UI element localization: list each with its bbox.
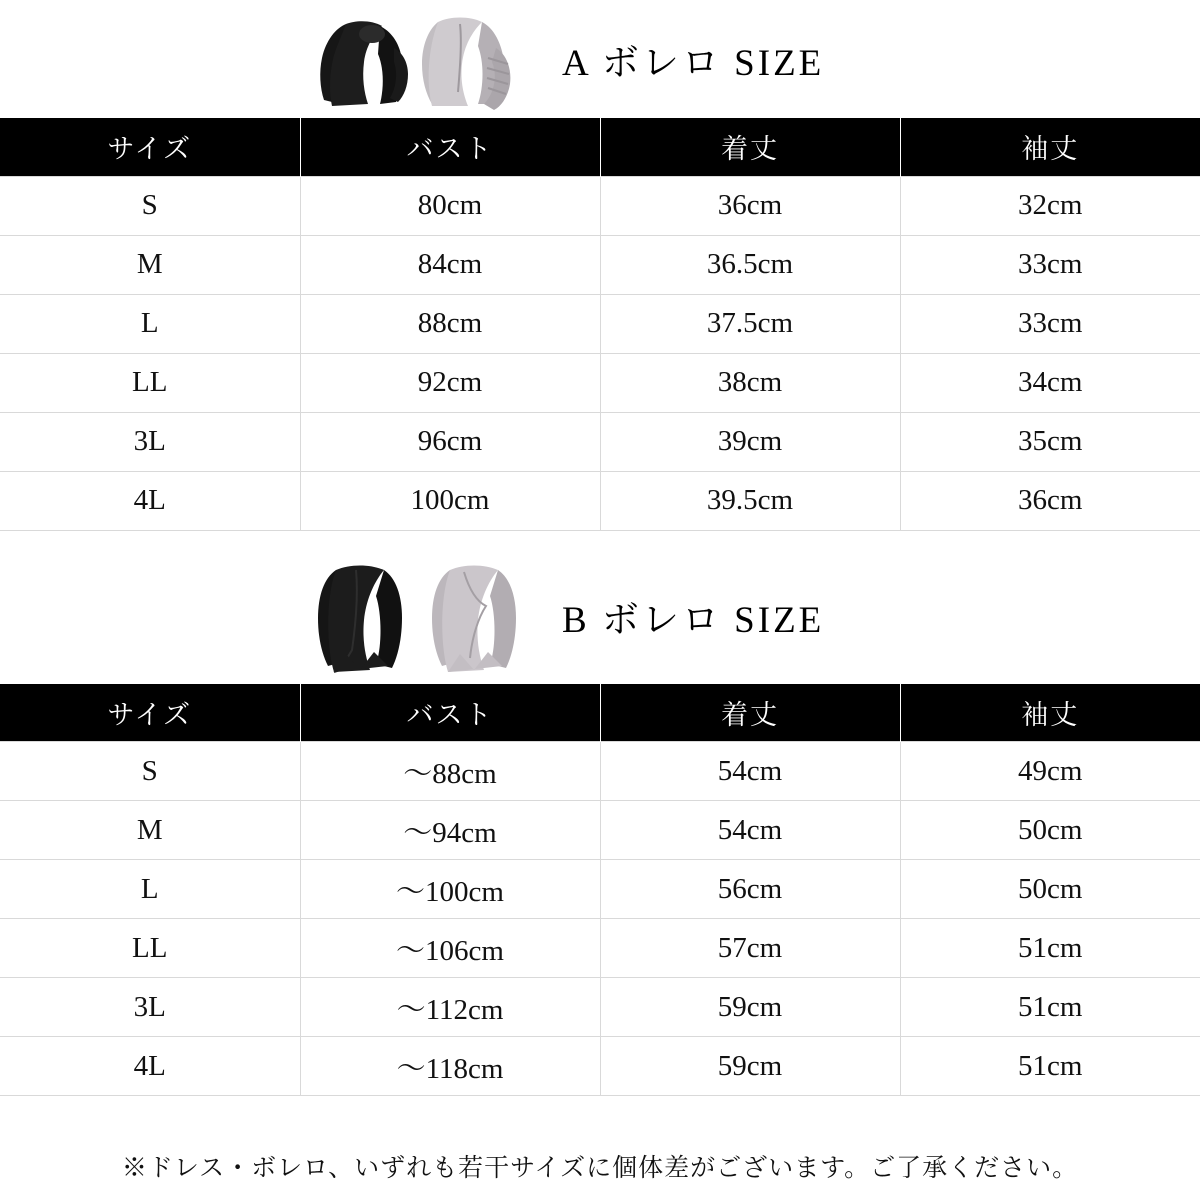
cell-bust: 〜118cm (300, 1037, 600, 1096)
cell-sleeve: 50cm (900, 860, 1200, 919)
section-title-a: A ボレロ SIZE (562, 43, 825, 84)
cell-length: 37.5cm (600, 294, 900, 353)
cell-size: L (0, 860, 300, 919)
table-row (0, 919, 1200, 978)
table-row (0, 471, 1200, 530)
column-header-length: 着丈 (600, 684, 900, 742)
cell-length: 36.5cm (600, 235, 900, 294)
cell-sleeve: 33cm (900, 294, 1200, 353)
section-header-b (0, 549, 1200, 684)
cell-bust: 〜88cm (300, 742, 600, 801)
cell-length: 38cm (600, 353, 900, 412)
size-table-b (0, 684, 1200, 1097)
table-row (0, 176, 1200, 235)
column-header-bust: バスト (300, 118, 600, 176)
size-table-a (0, 118, 1200, 531)
cell-bust: 92cm (300, 353, 600, 412)
cell-length: 59cm (600, 978, 900, 1037)
cell-bust: 〜94cm (300, 801, 600, 860)
cell-length: 36cm (600, 176, 900, 235)
cell-sleeve: 51cm (900, 919, 1200, 978)
section-spacer (0, 531, 1200, 549)
table-row (0, 294, 1200, 353)
section-title-b: B ボレロ SIZE (562, 600, 825, 641)
cell-size: 3L (0, 412, 300, 471)
cell-size: L (0, 294, 300, 353)
garment-illustration-pair-a (310, 0, 524, 118)
cell-size: 4L (0, 471, 300, 530)
cell-bust: 100cm (300, 471, 600, 530)
table-row (0, 353, 1200, 412)
cell-size: LL (0, 353, 300, 412)
cell-sleeve: 50cm (900, 801, 1200, 860)
cell-bust: 80cm (300, 176, 600, 235)
cell-sleeve: 51cm (900, 1037, 1200, 1096)
table-row (0, 801, 1200, 860)
table-body-a (0, 176, 1200, 530)
cell-length: 59cm (600, 1037, 900, 1096)
cell-sleeve: 32cm (900, 176, 1200, 235)
column-header-sleeve: 袖丈 (900, 684, 1200, 742)
cell-size: M (0, 801, 300, 860)
cell-sleeve: 33cm (900, 235, 1200, 294)
table-header-row (0, 118, 1200, 176)
cardigan-grey-icon (424, 562, 524, 680)
column-header-length: 着丈 (600, 118, 900, 176)
table-row (0, 978, 1200, 1037)
cell-size: S (0, 176, 300, 235)
table-row (0, 1037, 1200, 1096)
cell-sleeve: 36cm (900, 471, 1200, 530)
cell-sleeve: 35cm (900, 412, 1200, 471)
cell-length: 54cm (600, 742, 900, 801)
cell-sleeve: 51cm (900, 978, 1200, 1037)
cell-length: 56cm (600, 860, 900, 919)
table-row (0, 412, 1200, 471)
cell-size: LL (0, 919, 300, 978)
table-body-b (0, 742, 1200, 1096)
column-header-sleeve: 袖丈 (900, 118, 1200, 176)
cell-bust: 〜100cm (300, 860, 600, 919)
cell-length: 39cm (600, 412, 900, 471)
table-row (0, 860, 1200, 919)
column-header-bust: バスト (300, 684, 600, 742)
table-row (0, 742, 1200, 801)
cell-sleeve: 34cm (900, 353, 1200, 412)
cell-size: 3L (0, 978, 300, 1037)
cell-bust: 96cm (300, 412, 600, 471)
cell-length: 39.5cm (600, 471, 900, 530)
cell-bust: 〜106cm (300, 919, 600, 978)
cell-bust: 〜112cm (300, 978, 600, 1037)
table-header-row (0, 684, 1200, 742)
section-header-a (0, 0, 1200, 118)
cell-length: 54cm (600, 801, 900, 860)
garment-illustration-pair-b (310, 549, 524, 684)
cell-sleeve: 49cm (900, 742, 1200, 801)
cardigan-black-icon (310, 562, 410, 680)
column-header-size: サイズ (0, 118, 300, 176)
column-header-size: サイズ (0, 684, 300, 742)
cell-bust: 84cm (300, 235, 600, 294)
table-row (0, 235, 1200, 294)
bolero-grey-icon (408, 14, 524, 114)
cell-size: 4L (0, 1037, 300, 1096)
cell-size: M (0, 235, 300, 294)
cell-length: 57cm (600, 919, 900, 978)
footnote-text: ※ドレス・ボレロ、いずれも若干サイズに個体差がございます。ご了承ください。 (121, 1154, 1079, 1182)
cell-size: S (0, 742, 300, 801)
cell-bust: 88cm (300, 294, 600, 353)
